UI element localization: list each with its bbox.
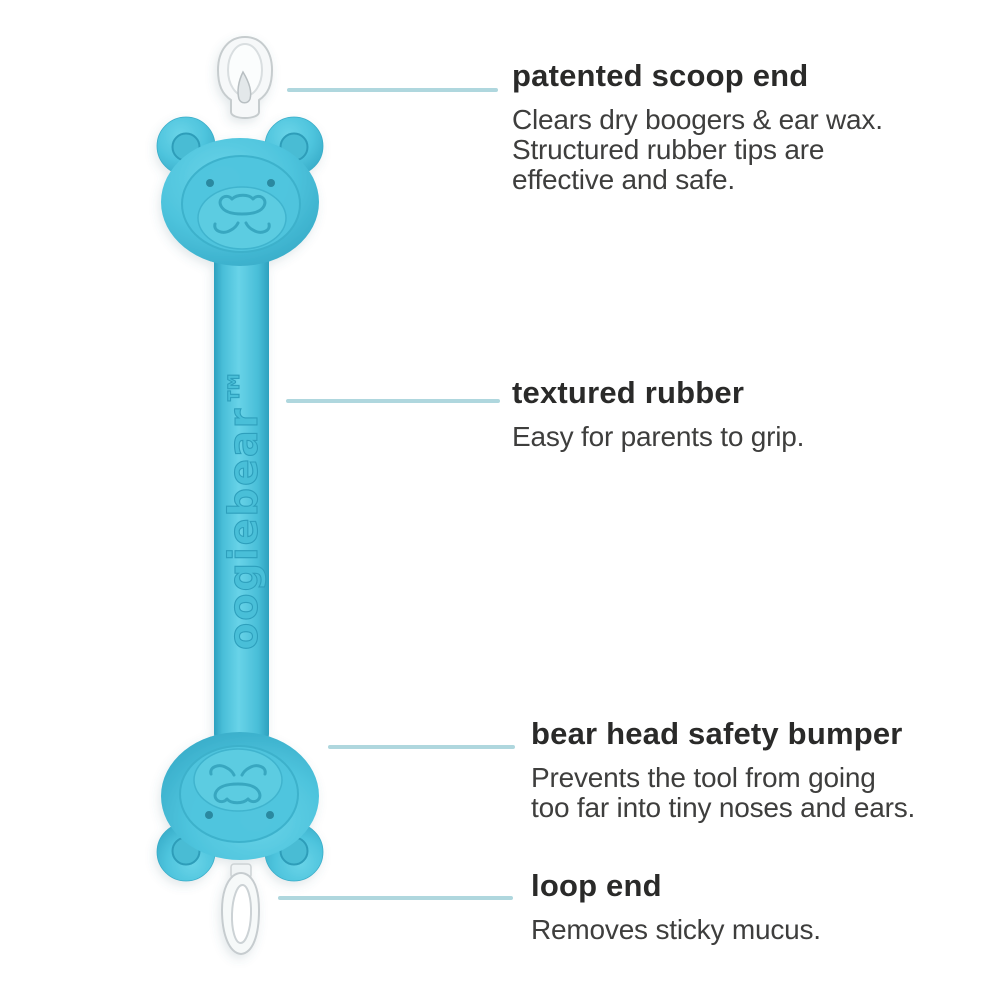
scoop-tip	[218, 37, 272, 118]
loop-tip	[222, 864, 259, 954]
callout-title-patented-scoop-end: patented scoop end	[512, 58, 809, 93]
bear-head-top	[157, 117, 323, 266]
desc-line: effective and safe.	[512, 163, 735, 195]
callout-loop-end	[531, 869, 821, 945]
callout-desc-patented-scoop-end	[512, 105, 883, 195]
callout-bear-head-safety-bumper	[531, 717, 915, 823]
callout-line-textured-rubber	[286, 399, 500, 403]
callout-desc-textured-rubber	[512, 422, 804, 452]
desc-line: Clears dry boogers & ear wax.	[512, 103, 883, 135]
desc-line: too far into tiny noses and ears.	[531, 791, 916, 823]
desc-line: Removes sticky mucus.	[531, 913, 821, 945]
callout-title-loop-end: loop end	[531, 868, 662, 903]
callout-title-textured-rubber: textured rubber	[512, 375, 745, 410]
desc-line: Prevents the tool from going	[531, 761, 876, 793]
callout-desc-bear-head-safety-bumper	[531, 763, 915, 823]
callout-title-bear-head-safety-bumper: bear head safety bumper	[531, 716, 903, 751]
callout-textured-rubber	[512, 376, 804, 452]
brand-embossed-text: oogiebear™	[221, 363, 267, 650]
callout-line-patented-scoop-end	[287, 88, 498, 92]
callout-line-bear-head-safety-bumper	[328, 745, 515, 749]
bear-head-bottom	[157, 732, 323, 881]
booger-tool-product	[157, 37, 323, 954]
callout-line-loop-end	[278, 896, 513, 900]
desc-line: Structured rubber tips are	[512, 133, 825, 165]
callout-desc-loop-end	[531, 915, 821, 945]
callout-patented-scoop-end	[512, 59, 883, 195]
desc-line: Easy for parents to grip.	[512, 420, 805, 452]
